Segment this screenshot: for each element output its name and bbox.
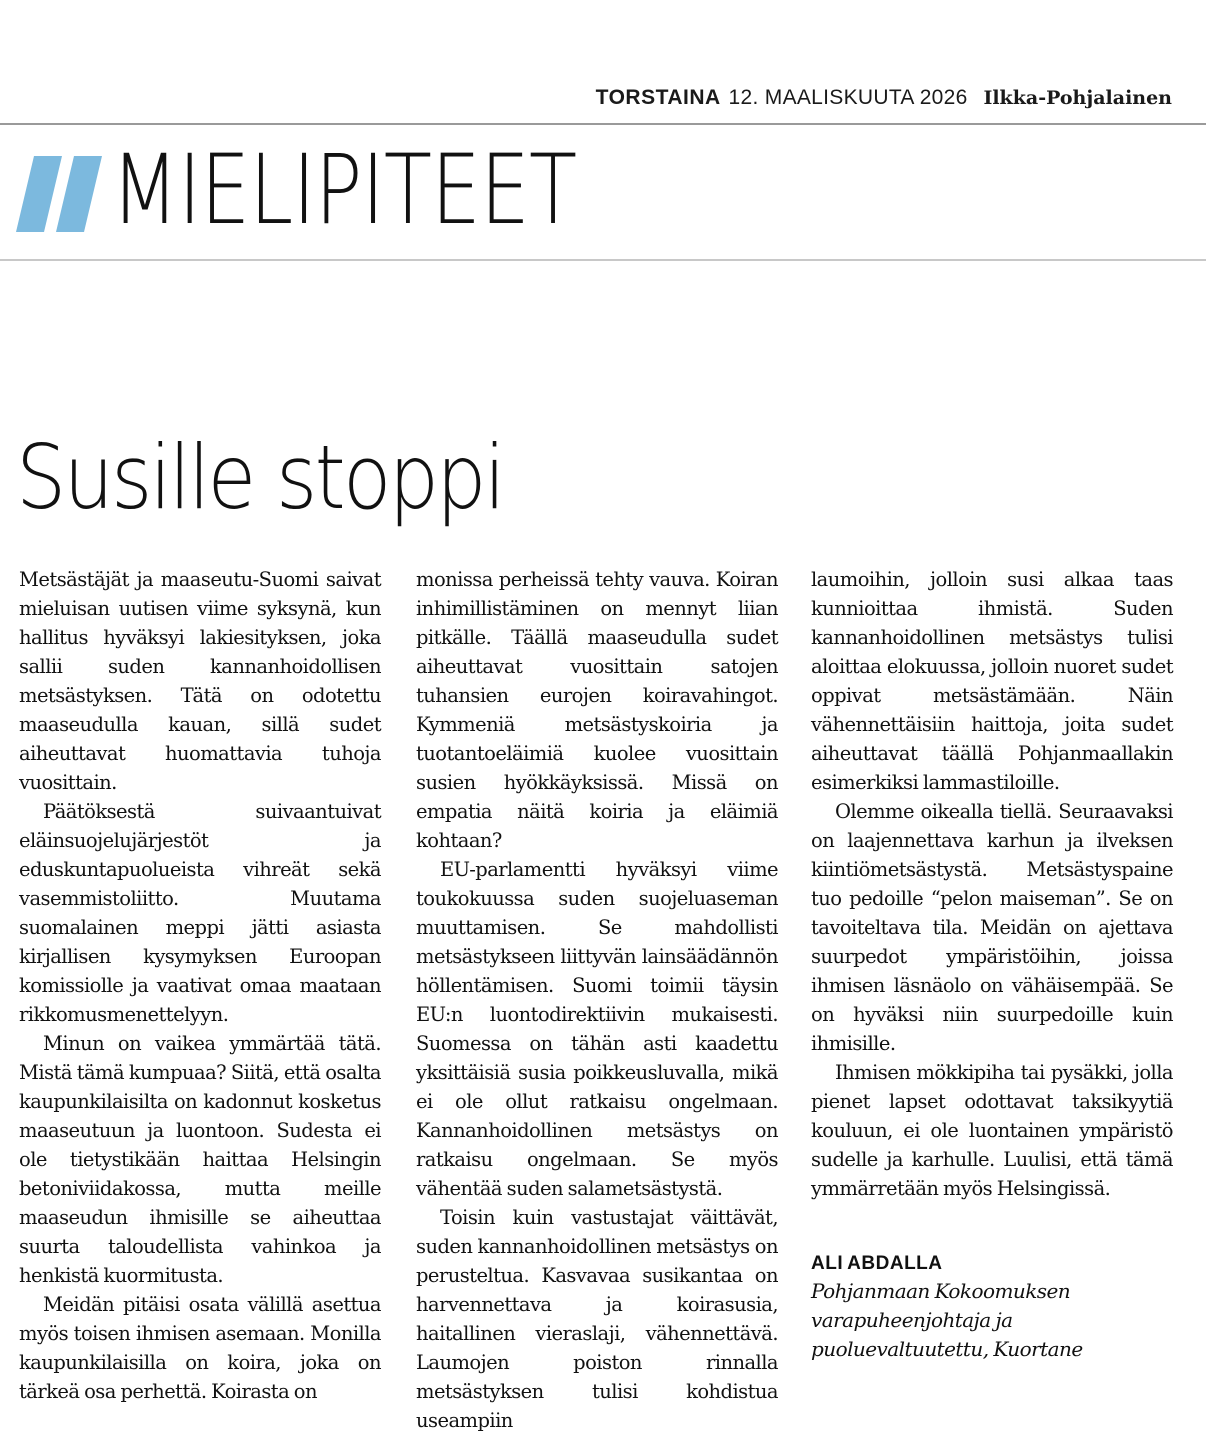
masthead-date: 12. MAALISKUUTA 2026 [728,86,968,109]
author-role-line-1: Pohjanmaan Kokoomuksen [811,1279,1071,1303]
author-role-line-2: varapuheenjohtaja ja [811,1308,1013,1332]
masthead-day: TORSTAINA [595,86,721,109]
paragraph: Ihmisen mökkipiha tai pysäkki, jolla pienet lapset odottavat taksikyytiä kouluun, ei ole luontainen ympäristö sudelle ja karhulle. Luulisi, että tämä ymmärretään myös Helsingissä. [811,1061,1173,1200]
article-column-3 [811,565,1173,1364]
paragraph: Olemme oikealla tiellä. Seuraavaksi on laajennettava karhun ja ilveksen kiintiömetsästystä. Metsästyspaine tuo pedoille “pelon maiseman”. Se on tavoiteltava tila. Meidän on ajettava suurpedot ympäristöihin, joissa ihmisen läsnäolo on vähäisempää. Se on hyväksi niin suurpedoille kuin ihmisille. [811,800,1173,1055]
article-column-1 [19,565,381,1406]
article-headline: Susille stoppi [16,426,504,529]
masthead-paper-name: Ilkka-Pohjalainen [983,87,1172,109]
author-name: ALI ABDALLA [811,1253,943,1274]
masthead [596,86,1172,110]
paragraph: monissa perheissä tehty vauva. Koiran inhimillistäminen on mennyt liian pitkälle. Täällä maaseudulla sudet aiheuttavat vuosittain satojen tuhansien eurojen koiravahingot. Kymmeniä metsästyskoiria ja tuotantoeläimiä kuolee vuosittain susien hyökkäyksissä. Missä on empatia näitä koiria ja eläimiä kohtaan? [416,568,778,852]
section-rule [0,259,1206,261]
section-slash-icon [16,156,106,232]
section-title: MIELIPITEET [111,134,577,246]
top-rule [0,123,1206,125]
paragraph: Metsästäjät ja maaseutu-Suomi saivat mieluisan uutisen viime syksynä, kun hallitus hyväksyi lakiesityksen, joka sallii suden kannanhoidollisen metsästyksen. Tätä on odotettu maaseudulla kauan, sillä sudet aiheuttavat huomattavia tuhoja vuosittain. [19,568,381,794]
paragraph: Meidän pitäisi osata välillä asettua myös toisen ihmisen asemaan. Monilla kaupunkilaisilla on koira, joka on tärkeä osa perhettä. Koirasta on [19,1293,381,1403]
paragraph: Minun on vaikea ymmärtää tätä. Mistä tämä kumpuaa? Siitä, että osalta kaupunkilaisilta on kadonnut kosketus maaseutuun ja luontoon. Sudesta ei ole tietystikään haittaa Helsingin betoniviidakossa, mutta meille maaseudun ihmisille se aiheuttaa suurta taloudellista vahinkoa ja henkistä kuormitusta. [19,1032,381,1287]
paragraph: Päätöksestä suivaantuivat eläinsuojelujärjestöt ja eduskuntapuolueista vihreät sekä vasemmistoliitto. Muutama suomalainen meppi jätti asiasta kirjallisen kysymyksen Euroopan komissiolle ja vaativat omaa maataan rikkomusmenettelyyn. [19,800,381,1026]
paragraph: laumoihin, jolloin susi alkaa taas kunnioittaa ihmistä. Suden kannanhoidollinen metsästys tulisi aloittaa elokuussa, jolloin nuoret sudet oppivat metsästämään. Näin vähennettäisiin haittoja, joita sudet aiheuttavat täällä Pohjanmaallakin esimerkiksi lammastiloille. [811,568,1173,794]
author-role-line-3: puoluevaltuutettu, Kuortane [811,1337,1083,1361]
article-column-2 [416,565,778,1435]
paragraph: Toisin kuin vastustajat väittävät, suden kannanhoidollinen metsästys on perusteltua. Kasvavaa susikantaa on harvennettava ja koirasusia, haitallinen vieraslaji, vähennettävä. Laumojen poiston rinnalla metsästyksen tulisi kohdistua useampiin [416,1206,778,1432]
paragraph: EU-parlamentti hyväksyi viime toukokuussa suden suojeluaseman muuttamisen. Se mahdollisti metsästykseen liittyvän lainsäädännön höllentämisen. Suomi toimii täysin EU:n luontodirektiivin mukaisesti. Suomessa on tähän asti kaadettu yksittäisiä susia poikkeusluvalla, mikä ei ole ollut ratkaisu ongelmaan. Kannanhoidollinen metsästys on ratkaisu ongelmaan. Se myös vähentää suden salametsästystä. [416,858,778,1200]
